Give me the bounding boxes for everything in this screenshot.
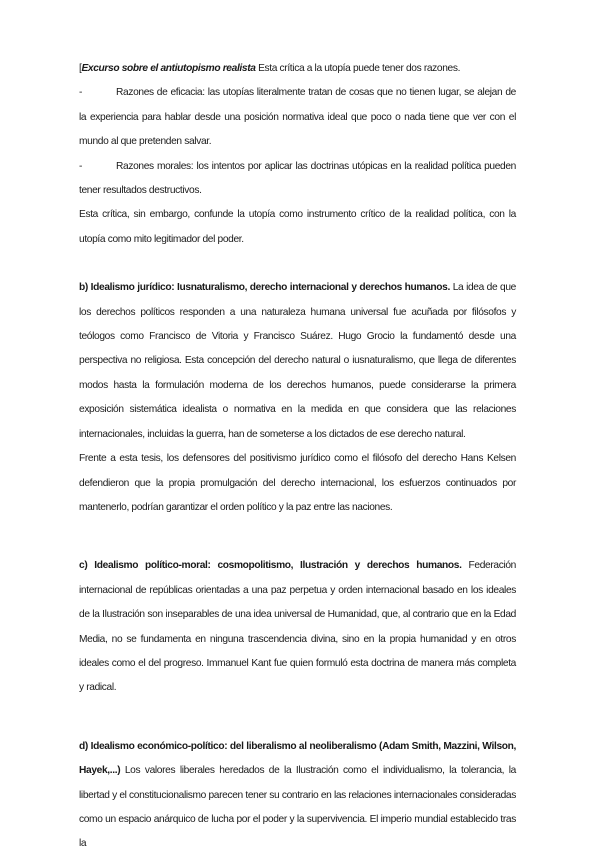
section-b-follow: Frente a esta tesis, los defensores del positivismo jurídico como el filósofo del derecho Hans Kelsen defendieron que la propia promulgación del derecho internacional, los esfuerzos continuados por mantenerlo, podrían garantizar el orden político y la paz entre las naciones. (79, 453, 516, 513)
document-body (79, 57, 516, 857)
section-b-paragraph (79, 276, 516, 447)
section-c-paragraph (79, 554, 516, 700)
section-c-heading: c) Idealismo político-moral: cosmopolitismo, Ilustración y derechos humanos. (79, 560, 462, 572)
section-d-paragraph (79, 735, 516, 857)
open-bracket: [ (79, 63, 82, 74)
paragraph-spacer (79, 701, 516, 735)
bullet-dash: - (79, 87, 83, 99)
section-b-body: La idea de que los derechos políticos responden a una naturaleza humana universal fue acuñada por filósofos y teólogos como Francisco de Vitoria y Francisco Suárez. Hugo Grocio la fundamentó desde una perspectiva no religiosa. Esta concepción del derecho natural o iusnaturalismo, que llega de diferentes modos hasta la formulación moderna de los derechos humanos, puede considerarse la primera exposición sistemática idealista o normativa en la medida en que considera que las relaciones internacionales, incluidas la guerra, han de someterse a los dictados de ese derecho natural. (79, 282, 516, 440)
excursus-title: Excurso sobre el antiutopismo realista (81, 63, 256, 74)
bullet-item (79, 81, 516, 154)
paragraph-spacer (79, 252, 516, 276)
paragraph-spacer (79, 520, 516, 554)
section-d-body: Los valores liberales heredados de la Ilustración como el individualismo, la tolerancia, la libertad y el constitucionalismo parecen tener su contrario en las relaciones internacionales consideradas como un espacio anárquico de lucha por el poder y la supervivencia. El imperio mundial establecido tras la (79, 765, 516, 850)
section-d-heading: d) Idealismo económico-político: del liberalismo al neoliberalismo (Adam Smith, Mazzini, Wilson, Hayek,...) (79, 740, 516, 777)
excursus-intro-text: Esta crítica a la utopía puede tener dos razones. (255, 63, 461, 74)
excursus-intro (79, 57, 516, 81)
section-b-heading: b) Idealismo jurídico: Iusnaturalismo, derecho internacional y derechos humanos. (79, 282, 450, 294)
section-c-body: Federación internacional de repúblicas orientadas a una paz perpetua y orden internacional basado en los ideales de la Ilustración son inseparables de una idea universal de Humanidad, que, al contrario que en la Edad Media, no se fundamenta en ninguna trascendencia divina, sino en la propia humanidad y en otros ideales como el del progreso. Immanuel Kant fue quien formuló esta doctrina de manera más completa y radical. (79, 560, 516, 694)
bullet-text: Razones morales: los intentos por aplicar las doctrinas utópicas en la realidad política pueden tener resultados destructivos. (79, 160, 516, 197)
excursus-conclusion: Esta crítica, sin embargo, confunde la utopía como instrumento crítico de la realidad política, con la utopía como mito legitimador del poder. (79, 209, 516, 245)
bullet-text: Razones de eficacia: las utopías literalmente tratan de cosas que no tienen lugar, se alejan de la experiencia para hablar desde una posición normativa ideal que poco o nada tiene que ver con el mundo al que pretenden salvar. (79, 87, 516, 148)
bullet-dash: - (79, 160, 83, 172)
bullet-item (79, 155, 516, 204)
